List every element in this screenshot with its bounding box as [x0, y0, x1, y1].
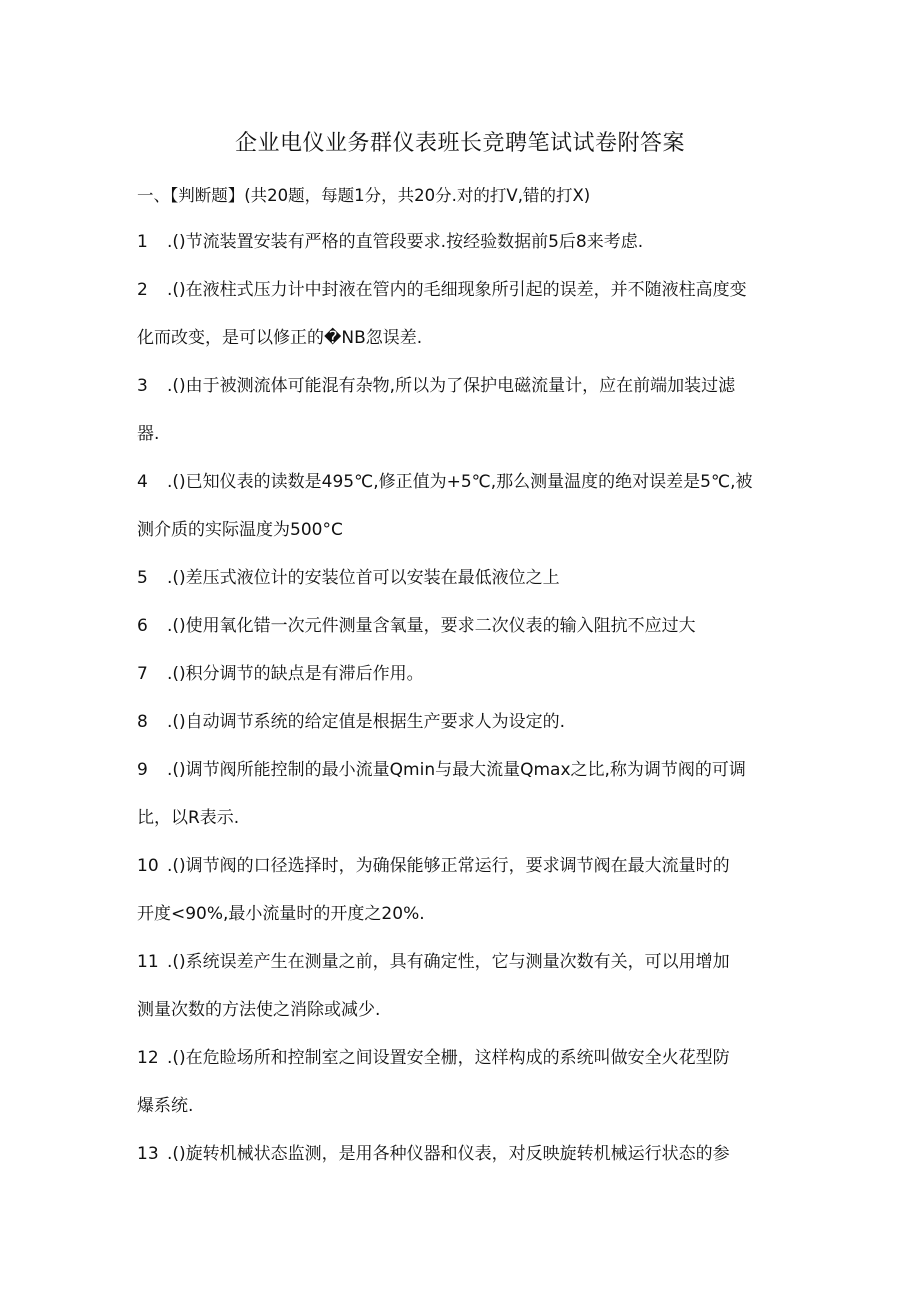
question-item — [137, 650, 787, 698]
question-text: .()自动调节系统的给定值是根据生产要求人为设定的. — [167, 712, 566, 732]
question-number: 6 — [137, 616, 148, 636]
question-item — [137, 938, 787, 1034]
question-number: 4 — [137, 472, 148, 492]
question-text: .()已知仪表的读数是495℃,修正值为+5℃,那么测量温度的绝对误差是5℃,被 — [167, 472, 753, 492]
question-text: .()节流装置安装有严格的直管段要求.按经验数据前5后8来考虑. — [167, 232, 644, 252]
question-number: 2 — [137, 280, 148, 300]
question-text: .()系统误差产生在测量之前，具有确定性，它与测量次数有关，可以用增加 — [167, 952, 730, 972]
question-number: 10 — [137, 856, 159, 876]
question-number: 7 — [137, 664, 148, 684]
document-title: 企业电仪业务群仪表班长竞聘笔试试卷附答案 — [234, 131, 685, 156]
question-item — [137, 1034, 787, 1130]
question-text-continued: 测介质的实际温度为500°C — [137, 520, 343, 540]
question-text: .()由于被测流体可能混有杂物,所以为了保护电磁流量计，应在前端加装过滤 — [167, 376, 736, 396]
question-text: .()调节阀所能控制的最小流量Qmin与最大流量Qmax之比,称为调节阀的可调 — [167, 760, 746, 780]
question-text: .()在液柱式压力计中封液在管内的毛细现象所引起的误差，并不随液柱高度变 — [167, 280, 747, 300]
question-text: .()使用氧化错一次元件测量含氧量，要求二次仪表的输入阻抗不应过大 — [167, 616, 696, 636]
question-text-continued: 化而改变，是可以修正的�NB忽误差. — [137, 328, 423, 348]
question-text: .()差压式液位计的安装位首可以安装在最低液位之上 — [167, 568, 560, 588]
section-heading: 一、【判断题】(共20题，每题1分，共20分.对的打V,错的打X) — [137, 186, 591, 205]
question-item — [137, 842, 787, 938]
question-item — [137, 362, 787, 458]
question-item — [137, 1130, 787, 1178]
question-text: .()旋转机械状态监测，是用各种仪器和仪表，对反映旋转机械运行状态的参 — [167, 1144, 730, 1164]
question-number: 3 — [137, 376, 148, 396]
question-text: .()在危睑场所和控制室之间设置安全栅，这样构成的系统叫做安全火花型防 — [167, 1048, 730, 1068]
question-text-continued: 器. — [137, 424, 160, 444]
question-number: 12 — [137, 1048, 159, 1068]
question-text-continued: 爆系统. — [137, 1096, 194, 1116]
question-item — [137, 746, 787, 842]
question-text: .()调节阀的口径选择时，为确保能够正常运行，要求调节阀在最大流量时的 — [167, 856, 730, 876]
question-number: 1 — [137, 232, 148, 252]
question-item — [137, 602, 787, 650]
question-text-continued: 测量次数的方法使之消除或减少. — [137, 1000, 381, 1020]
question-text-continued: 开度<90%,最小流量时的开度之20%. — [137, 904, 425, 924]
question-item — [137, 554, 787, 602]
question-text: .()积分调节的缺点是有滞后作用。 — [167, 664, 424, 684]
question-item — [137, 458, 787, 554]
question-item — [137, 266, 787, 362]
question-text-continued: 比，以R表示. — [137, 808, 240, 828]
question-number: 8 — [137, 712, 148, 732]
question-item — [137, 698, 787, 746]
question-number: 11 — [137, 952, 159, 972]
question-item — [137, 218, 787, 266]
question-number: 13 — [137, 1144, 159, 1164]
question-number: 9 — [137, 760, 148, 780]
question-number: 5 — [137, 568, 148, 588]
